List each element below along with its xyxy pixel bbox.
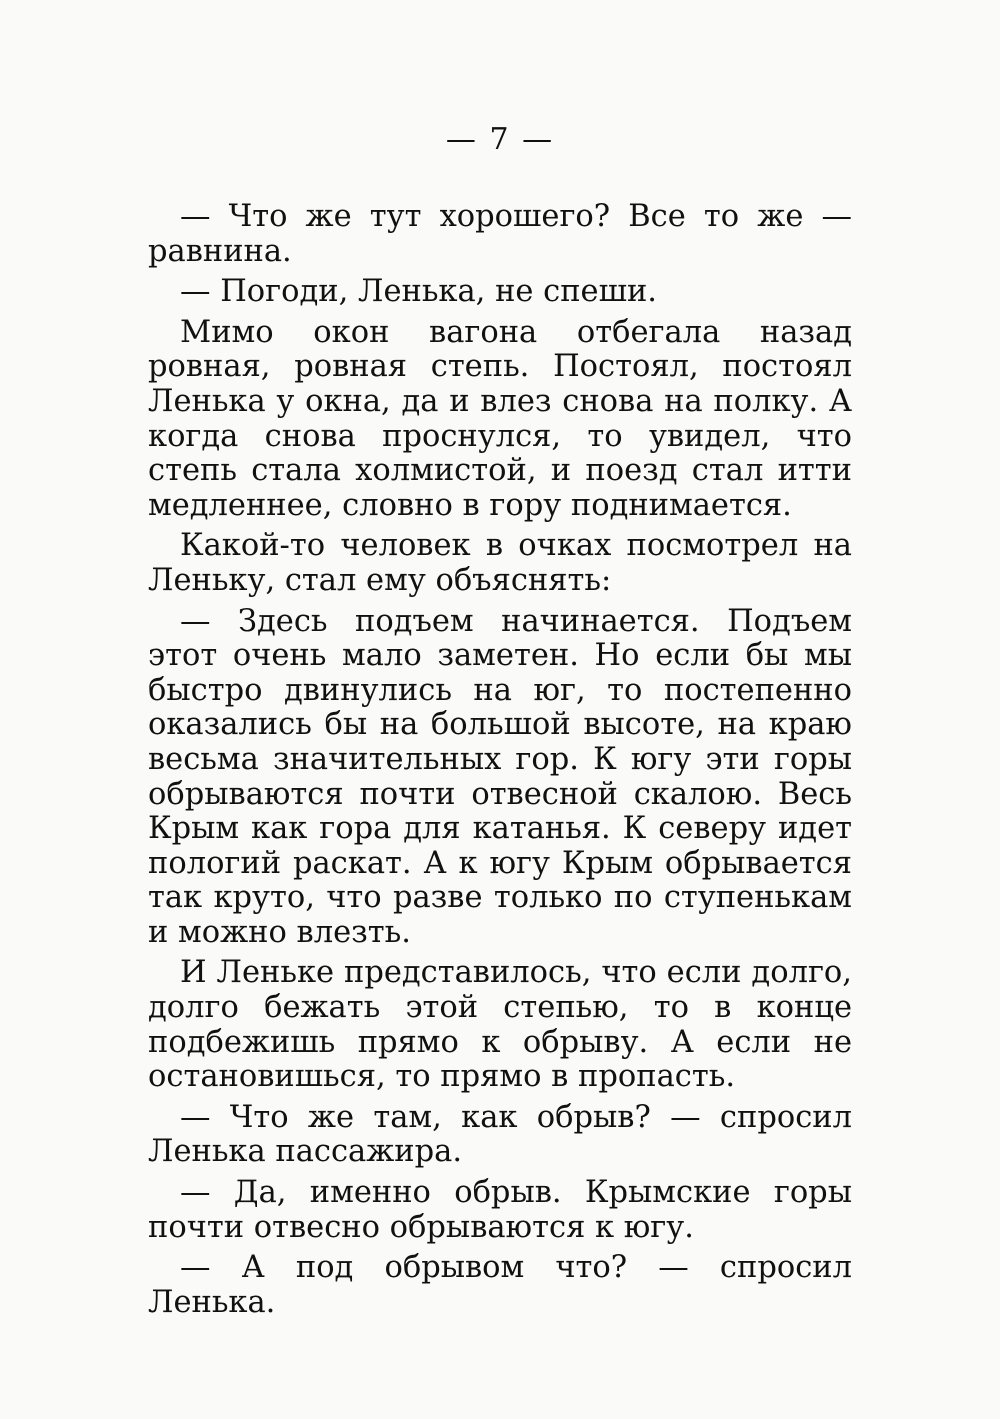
paragraph-6: И Леньке представилось, что если долго, долго бежать этой степью, то в конце подбежишь прямо к обрыву. А если не остановишься, то прямо в пропасть. [148, 955, 852, 1095]
paragraph-9: — А под обрывом что? — спросил Ленька. [148, 1250, 852, 1320]
paragraph-5: — Здесь подъем начинается. Подъем этот очень мало заметен. Но если бы мы быстро двинулись на юг, то постепенно оказались бы на большой высоте, на краю весьма значительных гор. К югу эти горы обрываются почти отвесной скалою. Весь Крым как гора для катанья. К северу идет пологий раскат. А к югу Крым обрывается так круто, что разве только по ступенькам и можно влезть. [148, 603, 852, 950]
paragraph-8: — Да, именно обрыв. Крымские горы почти отвесно обрываются к югу. [148, 1175, 852, 1245]
text-body [148, 200, 852, 1326]
paragraph-3: Мимо окон вагона отбегала назад ровная, ровная степь. Постоял, постоял Ленька у окна, да и влез снова на полку. А когда снова проснулся, то увидел, что степь стала холмистой, и поезд стал итти медленнее, словно в гору поднимается. [148, 314, 852, 523]
paragraph-7: — Что же там, как обрыв? — спросил Ленька пассажира. [148, 1099, 852, 1170]
paragraph-4: Какой-то человек в очках посмотрел на Леньку, стал ему объяснять: [148, 528, 852, 598]
paragraph-2: — Погоди, Ленька, не спеши. [180, 274, 657, 310]
page-number: — 7 — [445, 122, 555, 157]
paragraph-1: — Что же тут хорошего? Все то же — равнина. [148, 199, 852, 269]
